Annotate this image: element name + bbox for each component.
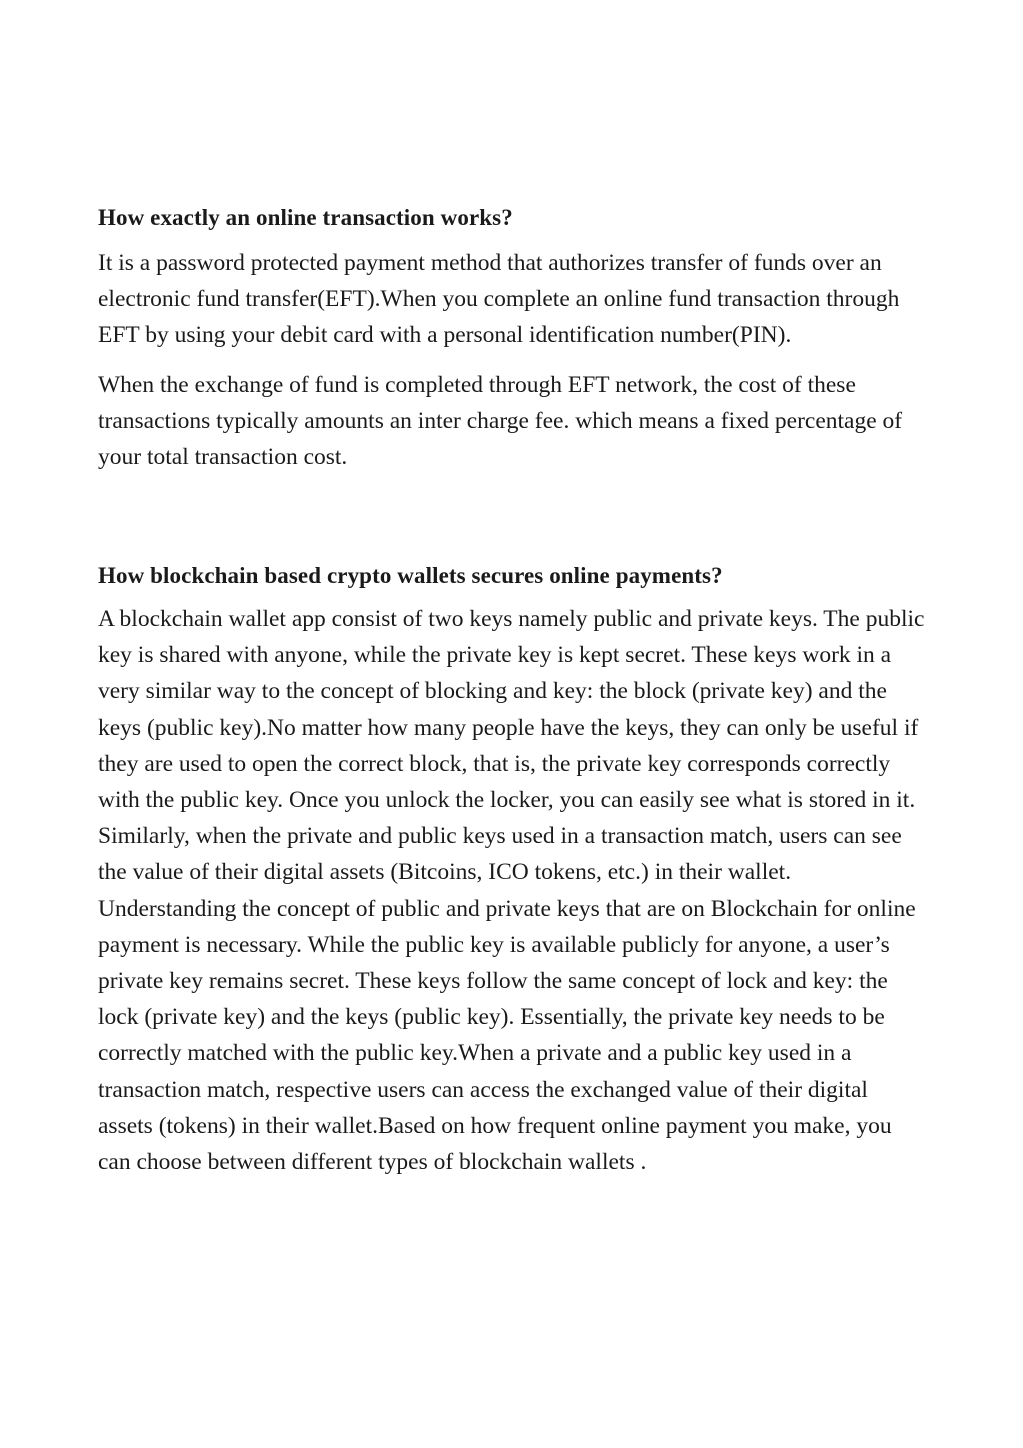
paragraph: Understanding the concept of public and private keys that are on Blockchain for online payment is necessary. While the public key is available publicly for anyone, a user’s private key remains secret. These keys follow the same concept of lock and key: the lock (private key) and the keys (public key). Essentially, the private key needs to be correctly matched with the public key.When a private and a public key used in a transaction match, respective users can access the exchanged value of their digital assets (tokens) in their wallet.Based on how frequent online payment you make, you can choose between different types of blockchain wallets . xyxy=(98,895,916,1176)
section-online-transaction xyxy=(98,203,928,475)
paragraph: A blockchain wallet app consist of two keys namely public and private keys. The public key is shared with anyone, while the private key is kept secret. These keys work in a very similar way to the concept of blocking and key: the block (private key) and the keys (public key).No matter how many people have the keys, they can only be useful if they are used to open the correct block, that is, the private key corresponds correctly with the public key. Once you unlock the locker, you can easily see what is stored in it. Similarly, when the private and public keys used in a transaction match, users can see the value of their digital assets (Bitcoins, ICO tokens, etc.) in their wallet. xyxy=(98,606,925,886)
section-heading: How blockchain based crypto wallets secures online payments? xyxy=(98,563,723,588)
section-blockchain-wallets xyxy=(98,561,928,1180)
paragraph: It is a password protected payment method that authorizes transfer of funds over an electronic fund transfer(EFT).When you complete an online fund transaction through EFT by using your debit card with a personal identification number(PIN). xyxy=(98,250,900,349)
paragraph: When the exchange of fund is completed through EFT network, the cost of these transactions typically amounts an inter charge fee. which means a fixed percentage of your total transaction cost. xyxy=(98,371,903,471)
section-heading: How exactly an online transaction works? xyxy=(98,205,513,230)
